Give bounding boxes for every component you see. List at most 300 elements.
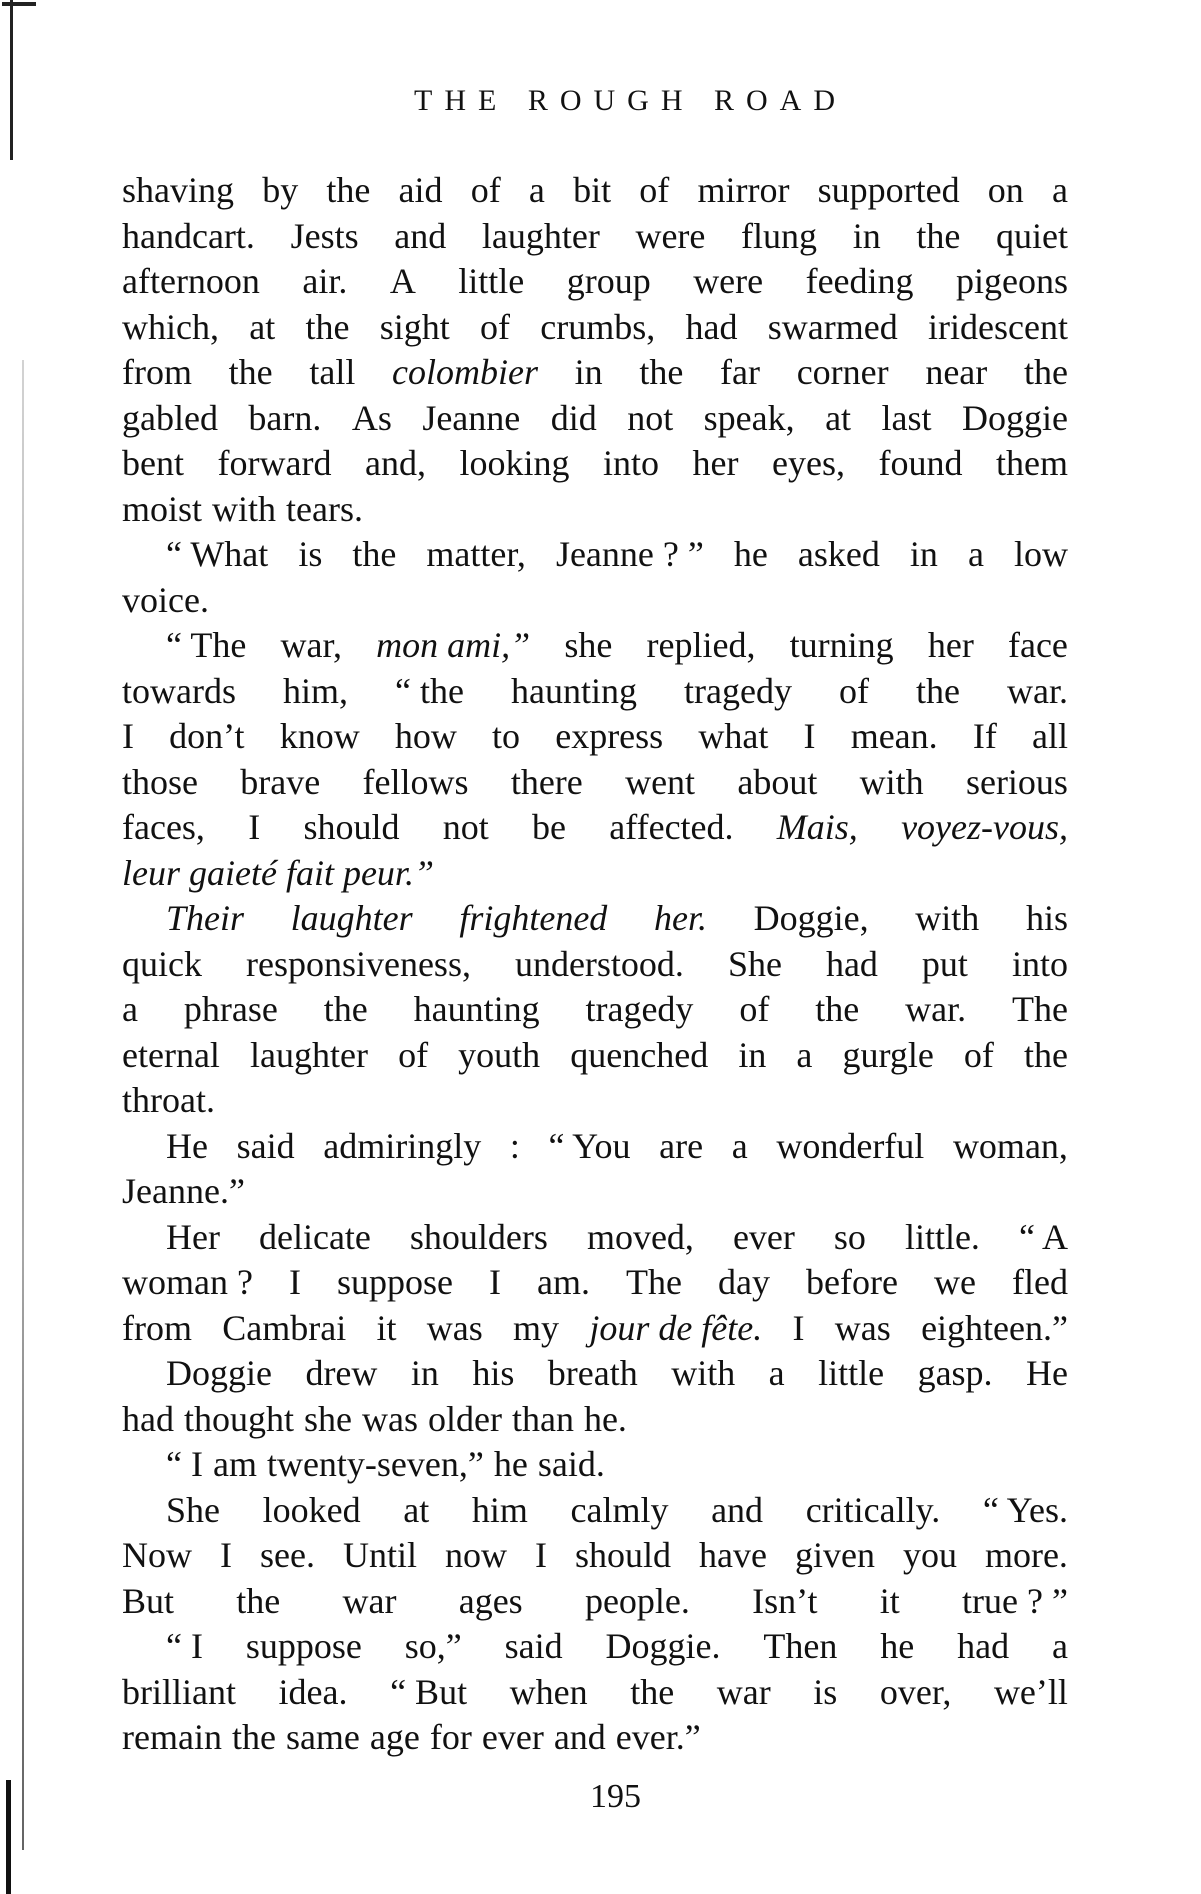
word: are [659,1125,704,1166]
text-line [122,942,1068,988]
word: group [566,261,651,301]
word: tragedy [684,670,792,711]
word: she [564,625,613,665]
word: am [212,1444,257,1484]
word: twenty-seven,” [266,1444,484,1484]
text-line [122,350,1068,396]
word: his [1025,898,1068,938]
word: into [603,443,660,483]
word: last [881,397,932,438]
text-line [122,396,1068,442]
word: same [285,1717,360,1757]
word: the [916,670,960,711]
word: had [957,1626,1010,1666]
word: Then [763,1626,838,1666]
word: woman, [952,1125,1068,1166]
word: But [122,1580,175,1621]
word: had [825,943,878,984]
word: the [352,534,397,574]
word: barn. [248,397,322,438]
text-line [122,1579,1068,1625]
word: than [511,1398,574,1439]
text-line [122,760,1068,806]
word: of [480,306,511,347]
word: jour de fête. [589,1307,763,1348]
word: Doggie [166,1353,272,1393]
word: from [122,352,192,392]
word: put [921,943,968,984]
word: his [472,1353,515,1393]
word: is [813,1671,838,1712]
word: delicate [258,1216,371,1257]
word: He [1026,1353,1068,1393]
word: from [122,1307,192,1348]
word: don’t [169,716,245,756]
word: little. [904,1216,980,1257]
word: brave [240,761,321,802]
word: you [902,1535,957,1575]
word: Isn’t [752,1580,818,1621]
text-line [122,1124,1068,1170]
word: a [122,989,138,1029]
word: I [803,716,816,756]
word: fellows [362,761,469,802]
word: given [794,1535,875,1575]
word: I [534,1535,547,1575]
word: should [574,1535,671,1575]
word: the [916,215,961,256]
word: crumbs, [540,306,656,347]
word: thought [183,1398,294,1439]
word: said [236,1125,295,1166]
word: people. [584,1580,690,1621]
word: voice. [122,579,209,620]
word: low [1013,534,1068,574]
word: iridescent [928,306,1068,347]
word: towards [122,670,236,711]
word: how [394,716,457,756]
word: with [212,488,277,529]
word: Mais, [776,807,858,847]
word: more. [984,1535,1068,1575]
word: the [639,352,684,392]
word: He [166,1125,208,1166]
word: and, [364,443,426,483]
word: a [1051,170,1068,210]
text-line [122,669,1068,715]
word: not [627,397,674,438]
word: “ What [166,534,269,574]
word: afternoon [122,261,260,301]
word: war, [280,625,342,665]
word: If [972,716,997,756]
word: mon ami,” [376,625,531,665]
word: what [698,716,769,756]
word: he [733,534,768,574]
text-line [122,1306,1068,1352]
word: of [739,989,770,1029]
word: into [1011,943,1068,984]
word: near [925,352,988,392]
word: moved, [586,1216,694,1257]
word: I [248,807,261,847]
word: now [444,1535,507,1575]
word: suppose [245,1626,362,1666]
word: see. [260,1535,315,1575]
word: remain [122,1717,222,1757]
text-line [122,532,1068,578]
word: did [550,397,597,438]
word: the [228,352,273,392]
word: went [625,761,696,802]
word: faces, [122,807,205,847]
text-line [122,1624,1068,1670]
word: the [326,170,371,210]
word: haunting [511,670,637,711]
text-line [122,1488,1068,1534]
word: idea. [278,1671,348,1712]
word: flung [741,215,818,256]
word: there [510,761,583,802]
word: the [231,1717,276,1757]
text-line [122,1078,1068,1124]
word: and [711,1489,764,1530]
scan-edge-mark [2,2,36,6]
word: quiet [995,215,1068,256]
word: Until [342,1535,417,1575]
word: my [513,1307,560,1348]
word: turning [789,625,894,665]
word: gabled [122,397,218,438]
word: “ Yes. [982,1489,1068,1530]
word: found [878,443,963,483]
word: those [122,761,198,802]
word: speak, [703,397,795,438]
text-line [122,168,1068,214]
word: to [492,716,521,756]
word: war. [905,989,967,1029]
word: am. [537,1262,591,1302]
word: of [838,670,869,711]
word: The [626,1262,682,1302]
word: wonderful [776,1125,925,1166]
word: eighteen.” [921,1307,1068,1348]
word: “ I [166,1444,203,1484]
word: a [1052,1626,1068,1666]
word: haunting [413,989,540,1029]
word: : [509,1125,520,1166]
word: I [489,1262,502,1302]
word: said [504,1626,563,1666]
word: true ? ” [962,1580,1068,1621]
word: the [236,1580,281,1621]
text-line [122,305,1068,351]
word: with [671,1353,736,1393]
word: throat. [122,1080,215,1120]
word: shaving [122,170,234,210]
word: him, [283,670,349,711]
word: aid [398,170,443,210]
word: before [806,1262,898,1302]
word: A [389,261,416,301]
word: a [796,1034,813,1075]
word: the [815,989,860,1029]
text-line [122,623,1068,669]
word: I [288,1262,301,1302]
text-line [122,259,1068,305]
word: know [279,716,360,756]
word: drew [305,1353,378,1393]
word: laughter [481,215,600,256]
word: voyez-vous, [901,807,1068,847]
word: on [987,170,1024,210]
word: Doggie, [753,898,869,938]
word: we’ll [993,1671,1068,1712]
word: was [362,1398,418,1439]
word: I [792,1307,805,1348]
word: “ But [390,1671,468,1712]
text-line [122,1533,1068,1579]
word: I [220,1535,232,1575]
word: matter, [426,534,526,574]
word: colombier [392,352,538,392]
word: “ I [166,1626,203,1666]
word: corner [796,352,889,392]
word: said. [537,1444,605,1484]
word: responsiveness, [245,943,471,984]
word: had [685,306,738,347]
word: “ The [166,625,247,665]
word: swarmed [767,306,898,347]
word: She [727,943,782,984]
word: war [342,1580,397,1621]
word: of [398,1034,429,1075]
word: in [738,1034,767,1075]
word: a [768,1353,785,1393]
word: the [305,306,350,347]
word: feeding [805,261,914,301]
word: bit [573,170,612,210]
word: had [122,1398,174,1439]
word: for [429,1717,472,1757]
word: mirror [697,170,790,210]
word: looked [262,1489,361,1530]
word: brilliant [122,1671,236,1712]
word: ever [481,1717,544,1757]
word: with [915,898,980,938]
word: breath [547,1353,638,1393]
word: fled [1011,1262,1068,1302]
word: a [528,170,545,210]
word: express [555,716,664,756]
word: I [122,716,134,756]
word: he. [583,1398,627,1439]
word: mean. [850,716,938,756]
word: of [639,170,670,210]
text-line [122,805,1068,851]
word: Now [122,1535,192,1575]
word: was [834,1307,891,1348]
word: about [737,761,818,802]
word: when [509,1671,588,1712]
text-line [122,1397,1068,1443]
word: ages [458,1580,523,1621]
word: affected. [609,807,734,847]
scan-margin-line [22,360,24,1850]
word: bent [122,443,184,483]
word: we [933,1262,976,1302]
word: in [410,1353,439,1393]
word: of [963,1034,994,1075]
word: all [1031,716,1068,756]
word: suppose [337,1262,453,1302]
word: She [166,1489,220,1530]
page-number: 195 [590,1778,641,1815]
word: the [323,989,368,1029]
word: phrase [183,989,278,1029]
word: and [394,215,447,256]
word: age [369,1717,420,1757]
word: have [699,1535,767,1575]
text-line [122,1260,1068,1306]
word: in [574,352,603,392]
word: should [303,807,400,847]
word: gasp. [917,1353,993,1393]
word: in [852,215,881,256]
word: so [833,1216,866,1257]
word: at [403,1489,430,1530]
text-line [122,1715,1068,1761]
word: sight [379,306,450,347]
word: the [1023,352,1068,392]
word: ever.” [615,1717,701,1757]
word: them [996,443,1068,483]
text-line [122,1442,1068,1488]
text-line [122,1215,1068,1261]
word: her [692,443,739,483]
word: quenched [570,1034,709,1075]
word: ever [732,1216,795,1257]
word: Jeanne.” [122,1171,245,1211]
word: tears. [286,488,363,529]
word: youth [458,1034,541,1075]
word: a [967,534,984,574]
word: not [442,807,489,847]
word: little [818,1353,885,1393]
word: Doggie [961,397,1068,438]
word: The [1011,989,1068,1029]
word: and [553,1717,606,1757]
word: is [298,534,323,574]
word: her. [653,898,707,938]
text-line [122,1033,1068,1079]
word: leur gaieté fait peur.” [122,852,434,893]
word: him [471,1489,528,1530]
word: asked [797,534,880,574]
word: tall [309,352,356,392]
word: Jeanne ? ” [555,534,704,574]
word: her [927,625,974,665]
word: Jeanne [422,397,521,438]
text-line [122,441,1068,487]
word: supported [817,170,960,210]
word: Their [166,898,245,938]
word: older [428,1398,502,1439]
word: tragedy [585,989,694,1029]
word: calmly [570,1489,669,1530]
word: admiringly [323,1125,482,1166]
word: “ You [548,1125,631,1166]
word: quick [122,943,202,984]
word: a [731,1125,748,1166]
word: which, [122,306,219,347]
word: gurgle [842,1034,934,1075]
word: moist [122,488,203,529]
word: war [716,1671,771,1712]
word: “ the [395,670,464,711]
word: understood. [514,943,684,984]
word: in [909,534,938,574]
word: at [249,306,276,347]
word: by [262,170,299,210]
word: so,” [404,1626,462,1666]
word: with [859,761,924,802]
word: at [825,397,852,438]
word: forward [217,443,332,483]
word: critically. [805,1489,941,1530]
word: Doggie. [605,1626,721,1666]
word: he [880,1626,915,1666]
word: were [635,215,706,256]
text-line [122,851,1068,897]
word: looking [459,443,570,483]
text-line [122,214,1068,260]
word: were [693,261,764,301]
word: she [304,1398,352,1439]
word: the [630,1671,675,1712]
word: “ A [1018,1216,1068,1257]
word: As [351,397,392,438]
body-text [122,168,1068,1761]
word: frightened [459,898,608,938]
word: Jests [290,215,359,256]
text-line [122,1351,1068,1397]
word: shoulders [409,1216,548,1257]
text-line [122,1670,1068,1716]
word: pigeons [956,261,1068,301]
word: eternal [122,1034,220,1075]
word: over, [879,1671,952,1712]
word: the [1024,1034,1068,1075]
text-line [122,896,1068,942]
word: replied, [646,625,756,665]
text-line [122,714,1068,760]
word: face [1007,625,1068,665]
text-line [122,487,1068,533]
word: it [376,1307,397,1348]
word: it [879,1580,900,1621]
word: far [720,352,761,392]
word: was [426,1307,483,1348]
text-line [122,578,1068,624]
word: woman ? [122,1262,253,1302]
word: little [458,261,525,301]
text-line [122,987,1068,1033]
word: day [718,1262,770,1302]
word: of [470,170,501,210]
text-line [122,1169,1068,1215]
scan-edge-bar [10,0,13,160]
